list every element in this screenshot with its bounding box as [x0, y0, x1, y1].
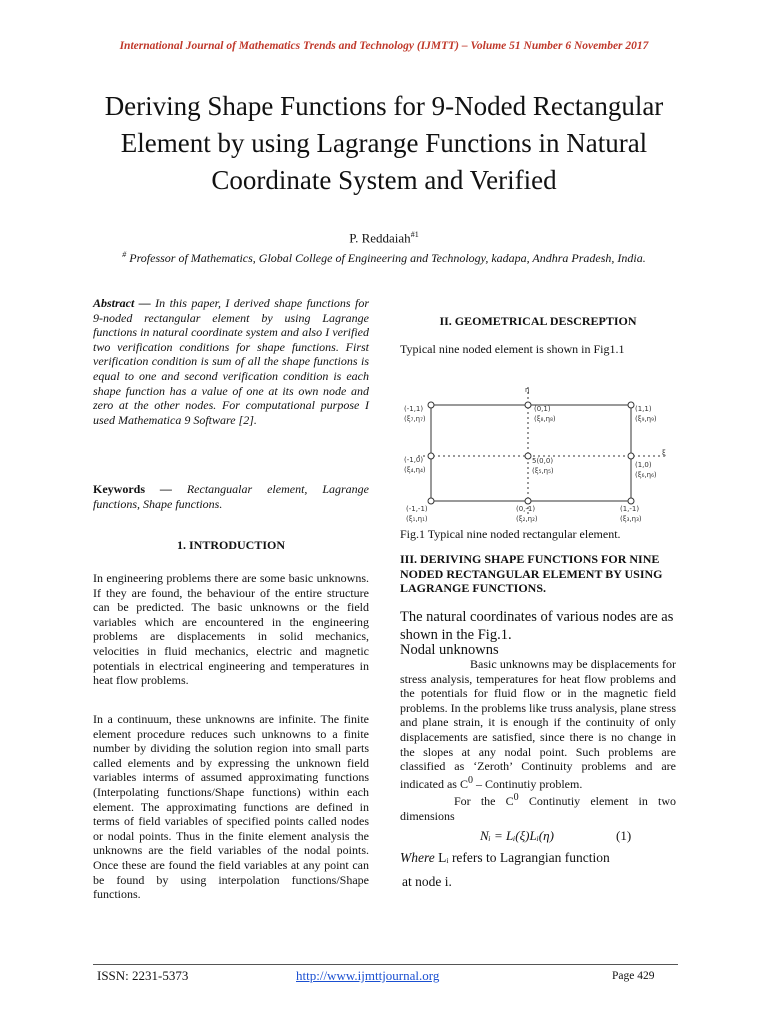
node-8 — [525, 402, 531, 408]
where-line — [400, 850, 610, 866]
abstract — [93, 296, 369, 427]
abstract-label: Abstract — — [93, 296, 151, 310]
node-1 — [428, 498, 434, 504]
node-9-coord: (1,1) — [635, 405, 652, 413]
node-2 — [525, 498, 531, 504]
node-7-sym: (ξ₇,η₇) — [404, 415, 426, 423]
node-4 — [428, 453, 434, 459]
author-name: P. Reddaiah — [349, 230, 411, 246]
node-1-coord: (-1,-1) — [406, 505, 428, 513]
intro-heading: 1. INTRODUCTION — [176, 538, 285, 552]
node-3-coord: (1,-1) — [620, 505, 640, 513]
node-9 — [628, 402, 634, 408]
figure-intro: Typical nine noded element is shown in Fig1.1 — [400, 342, 625, 356]
paper-title: Deriving Shape Functions for 9-Noded Rectangular Element by using Lagrange Functions in Natural Coordinate System and Verified — [104, 91, 664, 195]
node-1-sym: (ξ₁,η₁) — [406, 515, 428, 523]
node-2-coord: (0,-1) — [516, 505, 536, 513]
figure-caption: Fig.1 Typical nine noded rectangular element. — [400, 527, 621, 541]
p3-for-text: For the C — [454, 794, 514, 809]
footer-rule — [93, 964, 678, 965]
eta-label: η — [525, 386, 530, 394]
keywords — [93, 482, 369, 511]
element-boundary — [431, 405, 631, 501]
author-line — [0, 230, 768, 246]
p3-dimensions: Continutiy element in two dimensions — [400, 794, 676, 823]
node-6 — [628, 453, 634, 459]
journal-header: International Journal of Mathematics Trends and Technology (IJMTT) – Volume 51 Number 6 November 2017 — [119, 40, 649, 52]
abstract-text: In this paper, I derived shape functions for 9-noded rectangular element by using Lagrange functions in natural coordinate system and also I verified two verification conditions for shape functions. First verification condition is sum of all the shape functions is equal to one and second verification condition is each shape function has a value of one at its own node and zero at the other nodes. For computational purpose I used Mathematica 9 Software [2]. — [93, 296, 370, 427]
author-sup: #1 — [410, 230, 419, 239]
xi-label: ξ — [662, 449, 666, 457]
node-2-sym: (ξ₂,η₂) — [516, 515, 538, 523]
geometry-heading: II. GEOMETRICAL DESCREPTION — [439, 314, 637, 328]
node-4-sym: (ξ₄,η₄) — [404, 466, 426, 474]
node-8-coord: (0,1) — [534, 405, 551, 413]
node-4-coord: (-1,0) — [404, 456, 424, 464]
affil-sup: # — [122, 250, 127, 259]
natural-coordinates-text: The natural coordinates of various nodes are as shown in the Fig.1. — [400, 609, 674, 643]
node-6-sym: (ξ₆,η₆) — [635, 471, 657, 479]
p3-text: Basic unknowns may be displacements for stress analysis, temperatures for heat flow problems and the potentials for fluid flow or in the magnetic field problems. In the problems like truss analysis, plane stress and plane strain, it is enough if the continuity of only displacements are satisfied, since there is no change in the slopes at any nodal point. Such problems are classified as ‘Zeroth’ Continuity problems and are indicated as C — [400, 657, 676, 791]
keywords-label: Keywords — — [93, 482, 172, 496]
node-7-coord: (-1,1) — [404, 405, 424, 413]
node-3 — [628, 498, 634, 504]
node-5-coord: 5(0,0) — [532, 457, 554, 465]
footer-issn: ISSN: 2231-5373 — [97, 968, 189, 983]
c0-sup: 0 — [467, 774, 473, 786]
affiliation-text: Professor of Mathematics, Global College of Engineering and Technology, kadapa, Andhra Pradesh, India. — [129, 251, 646, 265]
where-word: Where — [400, 850, 435, 865]
affiliation — [0, 250, 768, 266]
equation-expression: Nᵢ = Lᵢ(ξ)Lᵢ(η) — [480, 828, 554, 843]
c0-sup-2: 0 — [513, 792, 519, 804]
node-5-sym: (ξ₅,η₅) — [532, 467, 554, 475]
nodal-unknowns-heading: Nodal unknowns — [400, 642, 499, 658]
footer-page-number: Page 429 — [612, 970, 655, 982]
node-6-coord: (1,0) — [635, 461, 652, 469]
section-3-heading: III. DERIVING SHAPE FUNCTIONS FOR NINE NODED RECTANGULAR ELEMENT BY USING LAGRANGE FUNCTIONS. — [400, 552, 663, 596]
node-3-sym: (ξ₃,η₃) — [620, 515, 642, 523]
node-9-sym: (ξ₉,η₉) — [635, 415, 657, 423]
intro-paragraph-2: In a continuum, these unknowns are infinite. The finite element procedure reduces such unknowns to a finite number by dividing the solution region into small parts called elements and by expressing the unknown field variables interms of assumed approximating functions (Interpolating functions/Shape functions) within each element. The approximating functions are defined in terms of field variables of specified points called nodes or nodal points. Thus in the finite element analysis the unknowns are the field variables of the nodal points. Once these are found the field variables at any point can be found by using interpolation functions/Shape functions. — [93, 712, 369, 902]
keywords-text: Rectangualar element, Lagrange functions, Shape functions. — [93, 482, 369, 511]
at-node-line: at node i. — [402, 874, 452, 889]
nodal-unknowns-paragraph — [400, 657, 676, 824]
equation-number: (1) — [616, 828, 632, 843]
intro-paragraph-1: In engineering problems there are some basic unknowns. If they are found, the behaviour of the entire structure can be predicted. The basic unknowns or the field variables which are encountered in the engineering problems are displacements in solid mechanics, velocities in fluid mechanics, electric and magnetic potentials in electrical engineering and temperatures in heat flow problems. — [93, 571, 369, 688]
node-7 — [428, 402, 434, 408]
where-rest: Lᵢ refers to Lagrangian function — [434, 850, 610, 865]
node-8-sym: (ξ₈,η₈) — [534, 415, 556, 423]
node-5 — [525, 453, 531, 459]
footer-journal-link[interactable]: http://www.ijmttjournal.org — [296, 968, 440, 983]
figure-nine-noded-element — [398, 383, 678, 523]
p3-text-end: – Continutiy problem. — [472, 776, 583, 791]
